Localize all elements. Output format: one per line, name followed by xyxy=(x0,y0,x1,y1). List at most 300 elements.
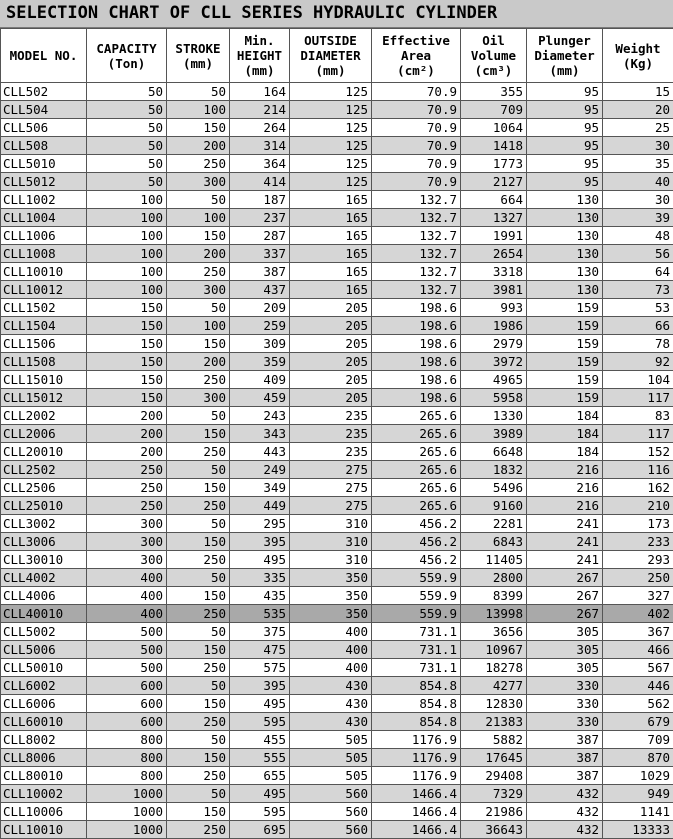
cell-min-height: 495 xyxy=(230,551,290,569)
cell-effective-area: 198.6 xyxy=(372,371,461,389)
cell-model: CLL10012 xyxy=(1,281,87,299)
table-row xyxy=(1,641,673,659)
cell-plunger-diameter: 130 xyxy=(527,281,603,299)
cell-effective-area: 854.8 xyxy=(372,677,461,695)
cell-model: CLL5010 xyxy=(1,155,87,173)
cell-weight: 116 xyxy=(603,461,673,479)
cell-oil-volume: 1991 xyxy=(461,227,527,245)
table-row xyxy=(1,137,673,155)
cell-plunger-diameter: 387 xyxy=(527,767,603,785)
cell-plunger-diameter: 305 xyxy=(527,641,603,659)
cell-plunger-diameter: 95 xyxy=(527,119,603,137)
header-effective-area: Effective Area (cm²) xyxy=(372,29,461,83)
cell-oil-volume: 1773 xyxy=(461,155,527,173)
cell-effective-area: 265.6 xyxy=(372,443,461,461)
cell-outside-diameter: 165 xyxy=(290,281,372,299)
cell-capacity: 800 xyxy=(87,749,167,767)
cell-effective-area: 198.6 xyxy=(372,389,461,407)
cell-min-height: 575 xyxy=(230,659,290,677)
cell-effective-area: 132.7 xyxy=(372,281,461,299)
cell-capacity: 50 xyxy=(87,119,167,137)
cell-weight: 402 xyxy=(603,605,673,623)
cell-model: CLL2006 xyxy=(1,425,87,443)
cell-oil-volume: 993 xyxy=(461,299,527,317)
cell-stroke: 300 xyxy=(167,173,230,191)
cell-weight: 250 xyxy=(603,569,673,587)
cell-min-height: 655 xyxy=(230,767,290,785)
cell-effective-area: 265.6 xyxy=(372,479,461,497)
cell-plunger-diameter: 432 xyxy=(527,803,603,821)
cell-effective-area: 731.1 xyxy=(372,641,461,659)
cell-model: CLL80010 xyxy=(1,767,87,785)
cell-model: CLL1002 xyxy=(1,191,87,209)
cell-plunger-diameter: 95 xyxy=(527,83,603,101)
cell-min-height: 243 xyxy=(230,407,290,425)
cell-effective-area: 132.7 xyxy=(372,245,461,263)
cell-min-height: 595 xyxy=(230,713,290,731)
cell-effective-area: 132.7 xyxy=(372,209,461,227)
table-row xyxy=(1,155,673,173)
table-row xyxy=(1,659,673,677)
cell-capacity: 150 xyxy=(87,317,167,335)
cell-capacity: 150 xyxy=(87,335,167,353)
cell-model: CLL502 xyxy=(1,83,87,101)
header-oil-volume: Oil Volume (cm³) xyxy=(461,29,527,83)
table-row xyxy=(1,605,673,623)
cell-plunger-diameter: 130 xyxy=(527,263,603,281)
cell-capacity: 400 xyxy=(87,569,167,587)
cell-oil-volume: 1418 xyxy=(461,137,527,155)
cell-outside-diameter: 560 xyxy=(290,785,372,803)
table-row xyxy=(1,83,673,101)
cell-oil-volume: 355 xyxy=(461,83,527,101)
cell-effective-area: 265.6 xyxy=(372,497,461,515)
cell-capacity: 200 xyxy=(87,425,167,443)
cell-weight: 92 xyxy=(603,353,673,371)
cell-effective-area: 265.6 xyxy=(372,407,461,425)
cell-plunger-diameter: 216 xyxy=(527,461,603,479)
cell-weight: 104 xyxy=(603,371,673,389)
cell-weight: 562 xyxy=(603,695,673,713)
cell-oil-volume: 3981 xyxy=(461,281,527,299)
cell-stroke: 150 xyxy=(167,335,230,353)
table-row xyxy=(1,191,673,209)
table-row xyxy=(1,749,673,767)
cell-plunger-diameter: 267 xyxy=(527,587,603,605)
table-row xyxy=(1,587,673,605)
table-row xyxy=(1,515,673,533)
cell-capacity: 1000 xyxy=(87,785,167,803)
cell-model: CLL30010 xyxy=(1,551,87,569)
cell-capacity: 200 xyxy=(87,443,167,461)
cell-oil-volume: 12830 xyxy=(461,695,527,713)
cell-outside-diameter: 125 xyxy=(290,137,372,155)
cell-plunger-diameter: 216 xyxy=(527,479,603,497)
cell-capacity: 100 xyxy=(87,281,167,299)
cell-weight: 117 xyxy=(603,425,673,443)
cell-effective-area: 731.1 xyxy=(372,623,461,641)
cell-min-height: 264 xyxy=(230,119,290,137)
table-row xyxy=(1,245,673,263)
cell-outside-diameter: 430 xyxy=(290,713,372,731)
cell-model: CLL2002 xyxy=(1,407,87,425)
cell-oil-volume: 10967 xyxy=(461,641,527,659)
cell-capacity: 600 xyxy=(87,677,167,695)
cell-plunger-diameter: 267 xyxy=(527,605,603,623)
cell-oil-volume: 3318 xyxy=(461,263,527,281)
header-min-height: Min. HEIGHT (mm) xyxy=(230,29,290,83)
cell-min-height: 335 xyxy=(230,569,290,587)
cell-outside-diameter: 165 xyxy=(290,191,372,209)
cell-oil-volume: 2800 xyxy=(461,569,527,587)
cell-weight: 949 xyxy=(603,785,673,803)
cell-min-height: 595 xyxy=(230,803,290,821)
cell-stroke: 150 xyxy=(167,479,230,497)
cell-oil-volume: 6648 xyxy=(461,443,527,461)
cell-capacity: 1000 xyxy=(87,803,167,821)
cell-plunger-diameter: 159 xyxy=(527,335,603,353)
cell-plunger-diameter: 159 xyxy=(527,371,603,389)
cell-capacity: 500 xyxy=(87,641,167,659)
cell-plunger-diameter: 241 xyxy=(527,533,603,551)
cell-weight: 152 xyxy=(603,443,673,461)
cell-oil-volume: 1986 xyxy=(461,317,527,335)
cell-min-height: 409 xyxy=(230,371,290,389)
cell-plunger-diameter: 216 xyxy=(527,497,603,515)
cell-model: CLL1008 xyxy=(1,245,87,263)
cell-oil-volume: 29408 xyxy=(461,767,527,785)
cell-oil-volume: 21986 xyxy=(461,803,527,821)
cell-outside-diameter: 505 xyxy=(290,767,372,785)
cell-capacity: 50 xyxy=(87,101,167,119)
cell-outside-diameter: 235 xyxy=(290,425,372,443)
cell-stroke: 150 xyxy=(167,587,230,605)
cell-model: CLL5006 xyxy=(1,641,87,659)
cell-capacity: 600 xyxy=(87,695,167,713)
cell-plunger-diameter: 95 xyxy=(527,101,603,119)
table-row xyxy=(1,209,673,227)
cell-stroke: 50 xyxy=(167,407,230,425)
cell-outside-diameter: 430 xyxy=(290,677,372,695)
cell-oil-volume: 18278 xyxy=(461,659,527,677)
cell-capacity: 400 xyxy=(87,587,167,605)
selection-table xyxy=(0,28,673,839)
cell-capacity: 150 xyxy=(87,389,167,407)
table-row xyxy=(1,173,673,191)
cell-min-height: 443 xyxy=(230,443,290,461)
cell-oil-volume: 2979 xyxy=(461,335,527,353)
table-row xyxy=(1,533,673,551)
table-row xyxy=(1,227,673,245)
header-weight: Weight (Kg) xyxy=(603,29,673,83)
cell-model: CLL4006 xyxy=(1,587,87,605)
table-row xyxy=(1,389,673,407)
cell-weight: 30 xyxy=(603,191,673,209)
cell-model: CLL5002 xyxy=(1,623,87,641)
cell-plunger-diameter: 184 xyxy=(527,407,603,425)
header-model-no: MODEL NO. xyxy=(1,29,87,83)
cell-model: CLL15012 xyxy=(1,389,87,407)
cell-outside-diameter: 125 xyxy=(290,119,372,137)
cell-outside-diameter: 505 xyxy=(290,749,372,767)
cell-plunger-diameter: 267 xyxy=(527,569,603,587)
cell-plunger-diameter: 241 xyxy=(527,515,603,533)
cell-outside-diameter: 165 xyxy=(290,263,372,281)
cell-weight: 327 xyxy=(603,587,673,605)
cell-effective-area: 198.6 xyxy=(372,299,461,317)
cell-outside-diameter: 310 xyxy=(290,533,372,551)
cell-min-height: 214 xyxy=(230,101,290,119)
cell-weight: 39 xyxy=(603,209,673,227)
cell-stroke: 50 xyxy=(167,515,230,533)
cell-stroke: 50 xyxy=(167,191,230,209)
cell-plunger-diameter: 330 xyxy=(527,695,603,713)
cell-weight: 210 xyxy=(603,497,673,515)
cell-outside-diameter: 125 xyxy=(290,101,372,119)
cell-capacity: 800 xyxy=(87,731,167,749)
cell-stroke: 250 xyxy=(167,155,230,173)
cell-min-height: 295 xyxy=(230,515,290,533)
cell-plunger-diameter: 387 xyxy=(527,731,603,749)
cell-oil-volume: 6843 xyxy=(461,533,527,551)
cell-min-height: 395 xyxy=(230,533,290,551)
table-row xyxy=(1,101,673,119)
cell-min-height: 695 xyxy=(230,821,290,839)
cell-min-height: 349 xyxy=(230,479,290,497)
cell-oil-volume: 709 xyxy=(461,101,527,119)
cell-effective-area: 132.7 xyxy=(372,263,461,281)
cell-outside-diameter: 125 xyxy=(290,173,372,191)
header-stroke: STROKE (mm) xyxy=(167,29,230,83)
cell-min-height: 459 xyxy=(230,389,290,407)
cell-effective-area: 132.7 xyxy=(372,191,461,209)
cell-stroke: 50 xyxy=(167,785,230,803)
cell-effective-area: 70.9 xyxy=(372,137,461,155)
cell-capacity: 150 xyxy=(87,353,167,371)
cell-weight: 40 xyxy=(603,173,673,191)
cell-outside-diameter: 400 xyxy=(290,659,372,677)
cell-outside-diameter: 205 xyxy=(290,299,372,317)
cell-capacity: 1000 xyxy=(87,821,167,839)
cell-outside-diameter: 275 xyxy=(290,461,372,479)
cell-stroke: 50 xyxy=(167,461,230,479)
cell-weight: 367 xyxy=(603,623,673,641)
cell-model: CLL20010 xyxy=(1,443,87,461)
cell-capacity: 300 xyxy=(87,533,167,551)
cell-effective-area: 70.9 xyxy=(372,83,461,101)
cell-outside-diameter: 505 xyxy=(290,731,372,749)
cell-outside-diameter: 350 xyxy=(290,569,372,587)
cell-stroke: 150 xyxy=(167,425,230,443)
cell-weight: 66 xyxy=(603,317,673,335)
cell-min-height: 187 xyxy=(230,191,290,209)
table-row xyxy=(1,821,673,839)
cell-stroke: 50 xyxy=(167,299,230,317)
header-capacity: CAPACITY (Ton) xyxy=(87,29,167,83)
cell-weight: 64 xyxy=(603,263,673,281)
table-row xyxy=(1,713,673,731)
cell-weight: 48 xyxy=(603,227,673,245)
cell-model: CLL10010 xyxy=(1,263,87,281)
cell-min-height: 475 xyxy=(230,641,290,659)
cell-capacity: 50 xyxy=(87,155,167,173)
cell-model: CLL508 xyxy=(1,137,87,155)
cell-effective-area: 132.7 xyxy=(372,227,461,245)
cell-stroke: 250 xyxy=(167,551,230,569)
cell-weight: 53 xyxy=(603,299,673,317)
cell-capacity: 200 xyxy=(87,407,167,425)
cell-effective-area: 456.2 xyxy=(372,533,461,551)
cell-weight: 56 xyxy=(603,245,673,263)
cell-model: CLL15010 xyxy=(1,371,87,389)
cell-effective-area: 198.6 xyxy=(372,317,461,335)
cell-plunger-diameter: 241 xyxy=(527,551,603,569)
table-row xyxy=(1,695,673,713)
cell-weight: 1029 xyxy=(603,767,673,785)
table-row xyxy=(1,497,673,515)
cell-weight: 466 xyxy=(603,641,673,659)
cell-min-height: 414 xyxy=(230,173,290,191)
table-row xyxy=(1,371,673,389)
cell-capacity: 600 xyxy=(87,713,167,731)
cell-min-height: 287 xyxy=(230,227,290,245)
cell-weight: 20 xyxy=(603,101,673,119)
cell-plunger-diameter: 184 xyxy=(527,425,603,443)
cell-model: CLL8006 xyxy=(1,749,87,767)
cell-plunger-diameter: 95 xyxy=(527,173,603,191)
cell-min-height: 209 xyxy=(230,299,290,317)
cell-capacity: 100 xyxy=(87,245,167,263)
cell-min-height: 555 xyxy=(230,749,290,767)
cell-capacity: 100 xyxy=(87,191,167,209)
cell-effective-area: 1176.9 xyxy=(372,749,461,767)
cell-capacity: 100 xyxy=(87,263,167,281)
cell-stroke: 100 xyxy=(167,317,230,335)
header-row xyxy=(1,29,673,83)
cell-oil-volume: 3656 xyxy=(461,623,527,641)
cell-plunger-diameter: 95 xyxy=(527,137,603,155)
cell-effective-area: 559.9 xyxy=(372,605,461,623)
cell-model: CLL10010 xyxy=(1,821,87,839)
table-row xyxy=(1,299,673,317)
cell-weight: 567 xyxy=(603,659,673,677)
cell-weight: 446 xyxy=(603,677,673,695)
cell-oil-volume: 1330 xyxy=(461,407,527,425)
cell-plunger-diameter: 130 xyxy=(527,245,603,263)
cell-plunger-diameter: 305 xyxy=(527,659,603,677)
header-outside-diameter: OUTSIDE DIAMETER (mm) xyxy=(290,29,372,83)
cell-plunger-diameter: 432 xyxy=(527,785,603,803)
cell-weight: 83 xyxy=(603,407,673,425)
header-plunger-diameter: Plunger Diameter (mm) xyxy=(527,29,603,83)
cell-outside-diameter: 125 xyxy=(290,155,372,173)
cell-oil-volume: 2127 xyxy=(461,173,527,191)
cell-effective-area: 198.6 xyxy=(372,353,461,371)
cell-effective-area: 198.6 xyxy=(372,335,461,353)
cell-model: CLL3006 xyxy=(1,533,87,551)
cell-weight: 162 xyxy=(603,479,673,497)
cell-stroke: 300 xyxy=(167,389,230,407)
cell-plunger-diameter: 159 xyxy=(527,317,603,335)
cell-stroke: 150 xyxy=(167,803,230,821)
cell-effective-area: 854.8 xyxy=(372,695,461,713)
cell-model: CLL2506 xyxy=(1,479,87,497)
cell-plunger-diameter: 130 xyxy=(527,191,603,209)
cell-weight: 30 xyxy=(603,137,673,155)
cell-model: CLL4002 xyxy=(1,569,87,587)
cell-oil-volume: 1327 xyxy=(461,209,527,227)
cell-stroke: 250 xyxy=(167,605,230,623)
cell-stroke: 100 xyxy=(167,209,230,227)
cell-model: CLL60010 xyxy=(1,713,87,731)
cell-stroke: 300 xyxy=(167,281,230,299)
cell-plunger-diameter: 432 xyxy=(527,821,603,839)
cell-min-height: 164 xyxy=(230,83,290,101)
cell-capacity: 150 xyxy=(87,299,167,317)
table-row xyxy=(1,731,673,749)
table-row xyxy=(1,353,673,371)
cell-model: CLL25010 xyxy=(1,497,87,515)
cell-weight: 13333 xyxy=(603,821,673,839)
cell-oil-volume: 1064 xyxy=(461,119,527,137)
cell-stroke: 150 xyxy=(167,119,230,137)
cell-model: CLL1504 xyxy=(1,317,87,335)
cell-oil-volume: 7329 xyxy=(461,785,527,803)
cell-capacity: 400 xyxy=(87,605,167,623)
table-row xyxy=(1,785,673,803)
cell-capacity: 250 xyxy=(87,461,167,479)
cell-oil-volume: 21383 xyxy=(461,713,527,731)
table-row xyxy=(1,677,673,695)
cell-capacity: 300 xyxy=(87,515,167,533)
cell-weight: 117 xyxy=(603,389,673,407)
cell-stroke: 250 xyxy=(167,767,230,785)
cell-min-height: 237 xyxy=(230,209,290,227)
cell-outside-diameter: 560 xyxy=(290,803,372,821)
cell-oil-volume: 5882 xyxy=(461,731,527,749)
cell-oil-volume: 8399 xyxy=(461,587,527,605)
cell-outside-diameter: 125 xyxy=(290,83,372,101)
cell-effective-area: 854.8 xyxy=(372,713,461,731)
cell-plunger-diameter: 130 xyxy=(527,209,603,227)
cell-oil-volume: 664 xyxy=(461,191,527,209)
table-row xyxy=(1,479,673,497)
cell-effective-area: 265.6 xyxy=(372,461,461,479)
cell-stroke: 150 xyxy=(167,749,230,767)
cell-min-height: 387 xyxy=(230,263,290,281)
table-row xyxy=(1,569,673,587)
cell-stroke: 200 xyxy=(167,245,230,263)
cell-model: CLL6002 xyxy=(1,677,87,695)
cell-model: CLL1004 xyxy=(1,209,87,227)
cell-capacity: 100 xyxy=(87,209,167,227)
cell-model: CLL1502 xyxy=(1,299,87,317)
cell-effective-area: 1176.9 xyxy=(372,767,461,785)
cell-plunger-diameter: 159 xyxy=(527,389,603,407)
cell-effective-area: 1466.4 xyxy=(372,821,461,839)
cell-model: CLL40010 xyxy=(1,605,87,623)
cell-plunger-diameter: 130 xyxy=(527,227,603,245)
cell-min-height: 337 xyxy=(230,245,290,263)
cell-outside-diameter: 165 xyxy=(290,209,372,227)
cell-oil-volume: 13998 xyxy=(461,605,527,623)
cell-effective-area: 70.9 xyxy=(372,119,461,137)
cell-stroke: 250 xyxy=(167,713,230,731)
cell-effective-area: 70.9 xyxy=(372,101,461,119)
cell-capacity: 250 xyxy=(87,497,167,515)
cell-min-height: 449 xyxy=(230,497,290,515)
cell-outside-diameter: 205 xyxy=(290,371,372,389)
